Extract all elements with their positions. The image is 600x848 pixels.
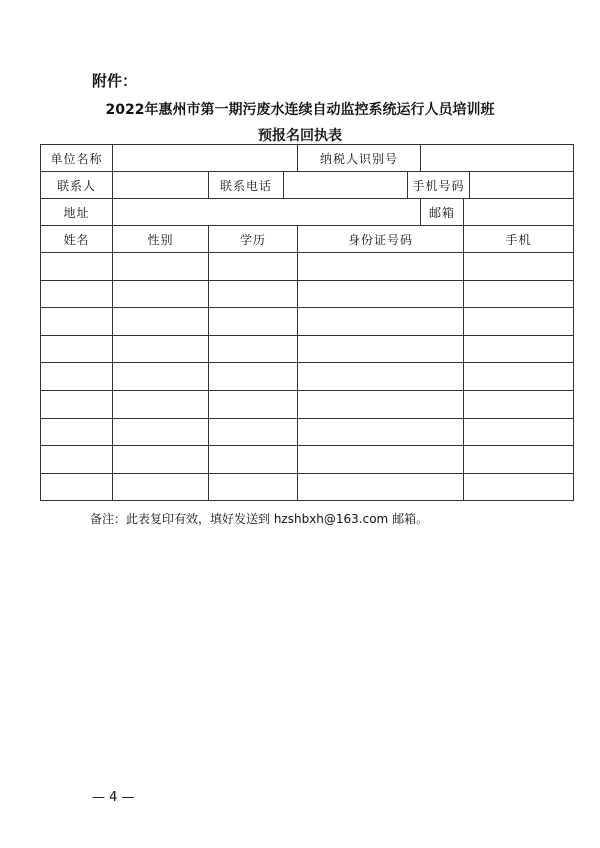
cell-id-number[interactable] (298, 363, 464, 391)
attachment-label: 附件： (92, 72, 138, 90)
cell-education[interactable] (209, 446, 298, 474)
cell-education[interactable] (209, 363, 298, 391)
cell-gender[interactable] (113, 390, 209, 418)
table-row (41, 363, 574, 391)
column-header-name: 姓名 (41, 226, 113, 253)
email-field[interactable] (464, 199, 574, 226)
cell-education[interactable] (209, 280, 298, 308)
cell-name[interactable] (41, 335, 113, 363)
contact-person-label: 联系人 (41, 172, 113, 199)
cell-name[interactable] (41, 280, 113, 308)
cell-id-number[interactable] (298, 418, 464, 446)
cell-education[interactable] (209, 335, 298, 363)
cell-mobile[interactable] (464, 280, 574, 308)
document-subtitle: 预报名回执表 (258, 128, 342, 144)
address-field[interactable] (113, 199, 421, 226)
address-label: 地址 (41, 199, 113, 226)
cell-name[interactable] (41, 390, 113, 418)
taxpayer-id-label: 纳税人识别号 (298, 145, 421, 172)
table-row (41, 280, 574, 308)
cell-gender[interactable] (113, 446, 209, 474)
cell-id-number[interactable] (298, 390, 464, 418)
cell-gender[interactable] (113, 418, 209, 446)
table-row (41, 446, 574, 474)
mobile-number-label: 手机号码 (408, 172, 470, 199)
cell-name[interactable] (41, 363, 113, 391)
cell-id-number[interactable] (298, 253, 464, 281)
table-row (41, 335, 574, 363)
cell-gender[interactable] (113, 308, 209, 336)
cell-mobile[interactable] (464, 446, 574, 474)
cell-name[interactable] (41, 473, 113, 501)
cell-id-number[interactable] (298, 335, 464, 363)
cell-mobile[interactable] (464, 308, 574, 336)
cell-gender[interactable] (113, 473, 209, 501)
cell-mobile[interactable] (464, 390, 574, 418)
cell-gender[interactable] (113, 280, 209, 308)
cell-gender[interactable] (113, 363, 209, 391)
cell-mobile[interactable] (464, 363, 574, 391)
cell-education[interactable] (209, 390, 298, 418)
table-row (41, 390, 574, 418)
column-header-education: 学历 (209, 226, 298, 253)
table-row (41, 473, 574, 501)
taxpayer-id-field[interactable] (421, 145, 574, 172)
cell-gender[interactable] (113, 335, 209, 363)
contact-person-field[interactable] (113, 172, 209, 199)
registration-form-table (40, 144, 574, 501)
contact-phone-field[interactable] (284, 172, 408, 199)
table-row (41, 253, 574, 281)
unit-name-label: 单位名称 (41, 145, 113, 172)
table-row (41, 308, 574, 336)
cell-mobile[interactable] (464, 473, 574, 501)
cell-name[interactable] (41, 446, 113, 474)
cell-id-number[interactable] (298, 446, 464, 474)
cell-name[interactable] (41, 418, 113, 446)
cell-gender[interactable] (113, 253, 209, 281)
cell-education[interactable] (209, 308, 298, 336)
cell-id-number[interactable] (298, 473, 464, 501)
document-title: 2022年惠州市第一期污废水连续自动监控系统运行人员培训班 (105, 102, 495, 118)
cell-name[interactable] (41, 308, 113, 336)
cell-education[interactable] (209, 253, 298, 281)
cell-education[interactable] (209, 473, 298, 501)
column-header-mobile: 手机 (464, 226, 574, 253)
contact-phone-label: 联系电话 (209, 172, 284, 199)
remarks-note: 备注：此表复印有效，填好发送到 hzshbxh@163.com 邮箱。 (90, 512, 429, 526)
column-header-id-number: 身份证号码 (298, 226, 464, 253)
unit-name-field[interactable] (113, 145, 298, 172)
mobile-number-field[interactable] (470, 172, 574, 199)
cell-education[interactable] (209, 418, 298, 446)
page-number: — 4 — (92, 790, 135, 805)
cell-mobile[interactable] (464, 335, 574, 363)
cell-id-number[interactable] (298, 280, 464, 308)
column-header-gender: 性别 (113, 226, 209, 253)
cell-mobile[interactable] (464, 418, 574, 446)
cell-name[interactable] (41, 253, 113, 281)
table-row (41, 418, 574, 446)
email-label: 邮箱 (421, 199, 464, 226)
cell-id-number[interactable] (298, 308, 464, 336)
column-header-row (41, 226, 574, 253)
cell-mobile[interactable] (464, 253, 574, 281)
